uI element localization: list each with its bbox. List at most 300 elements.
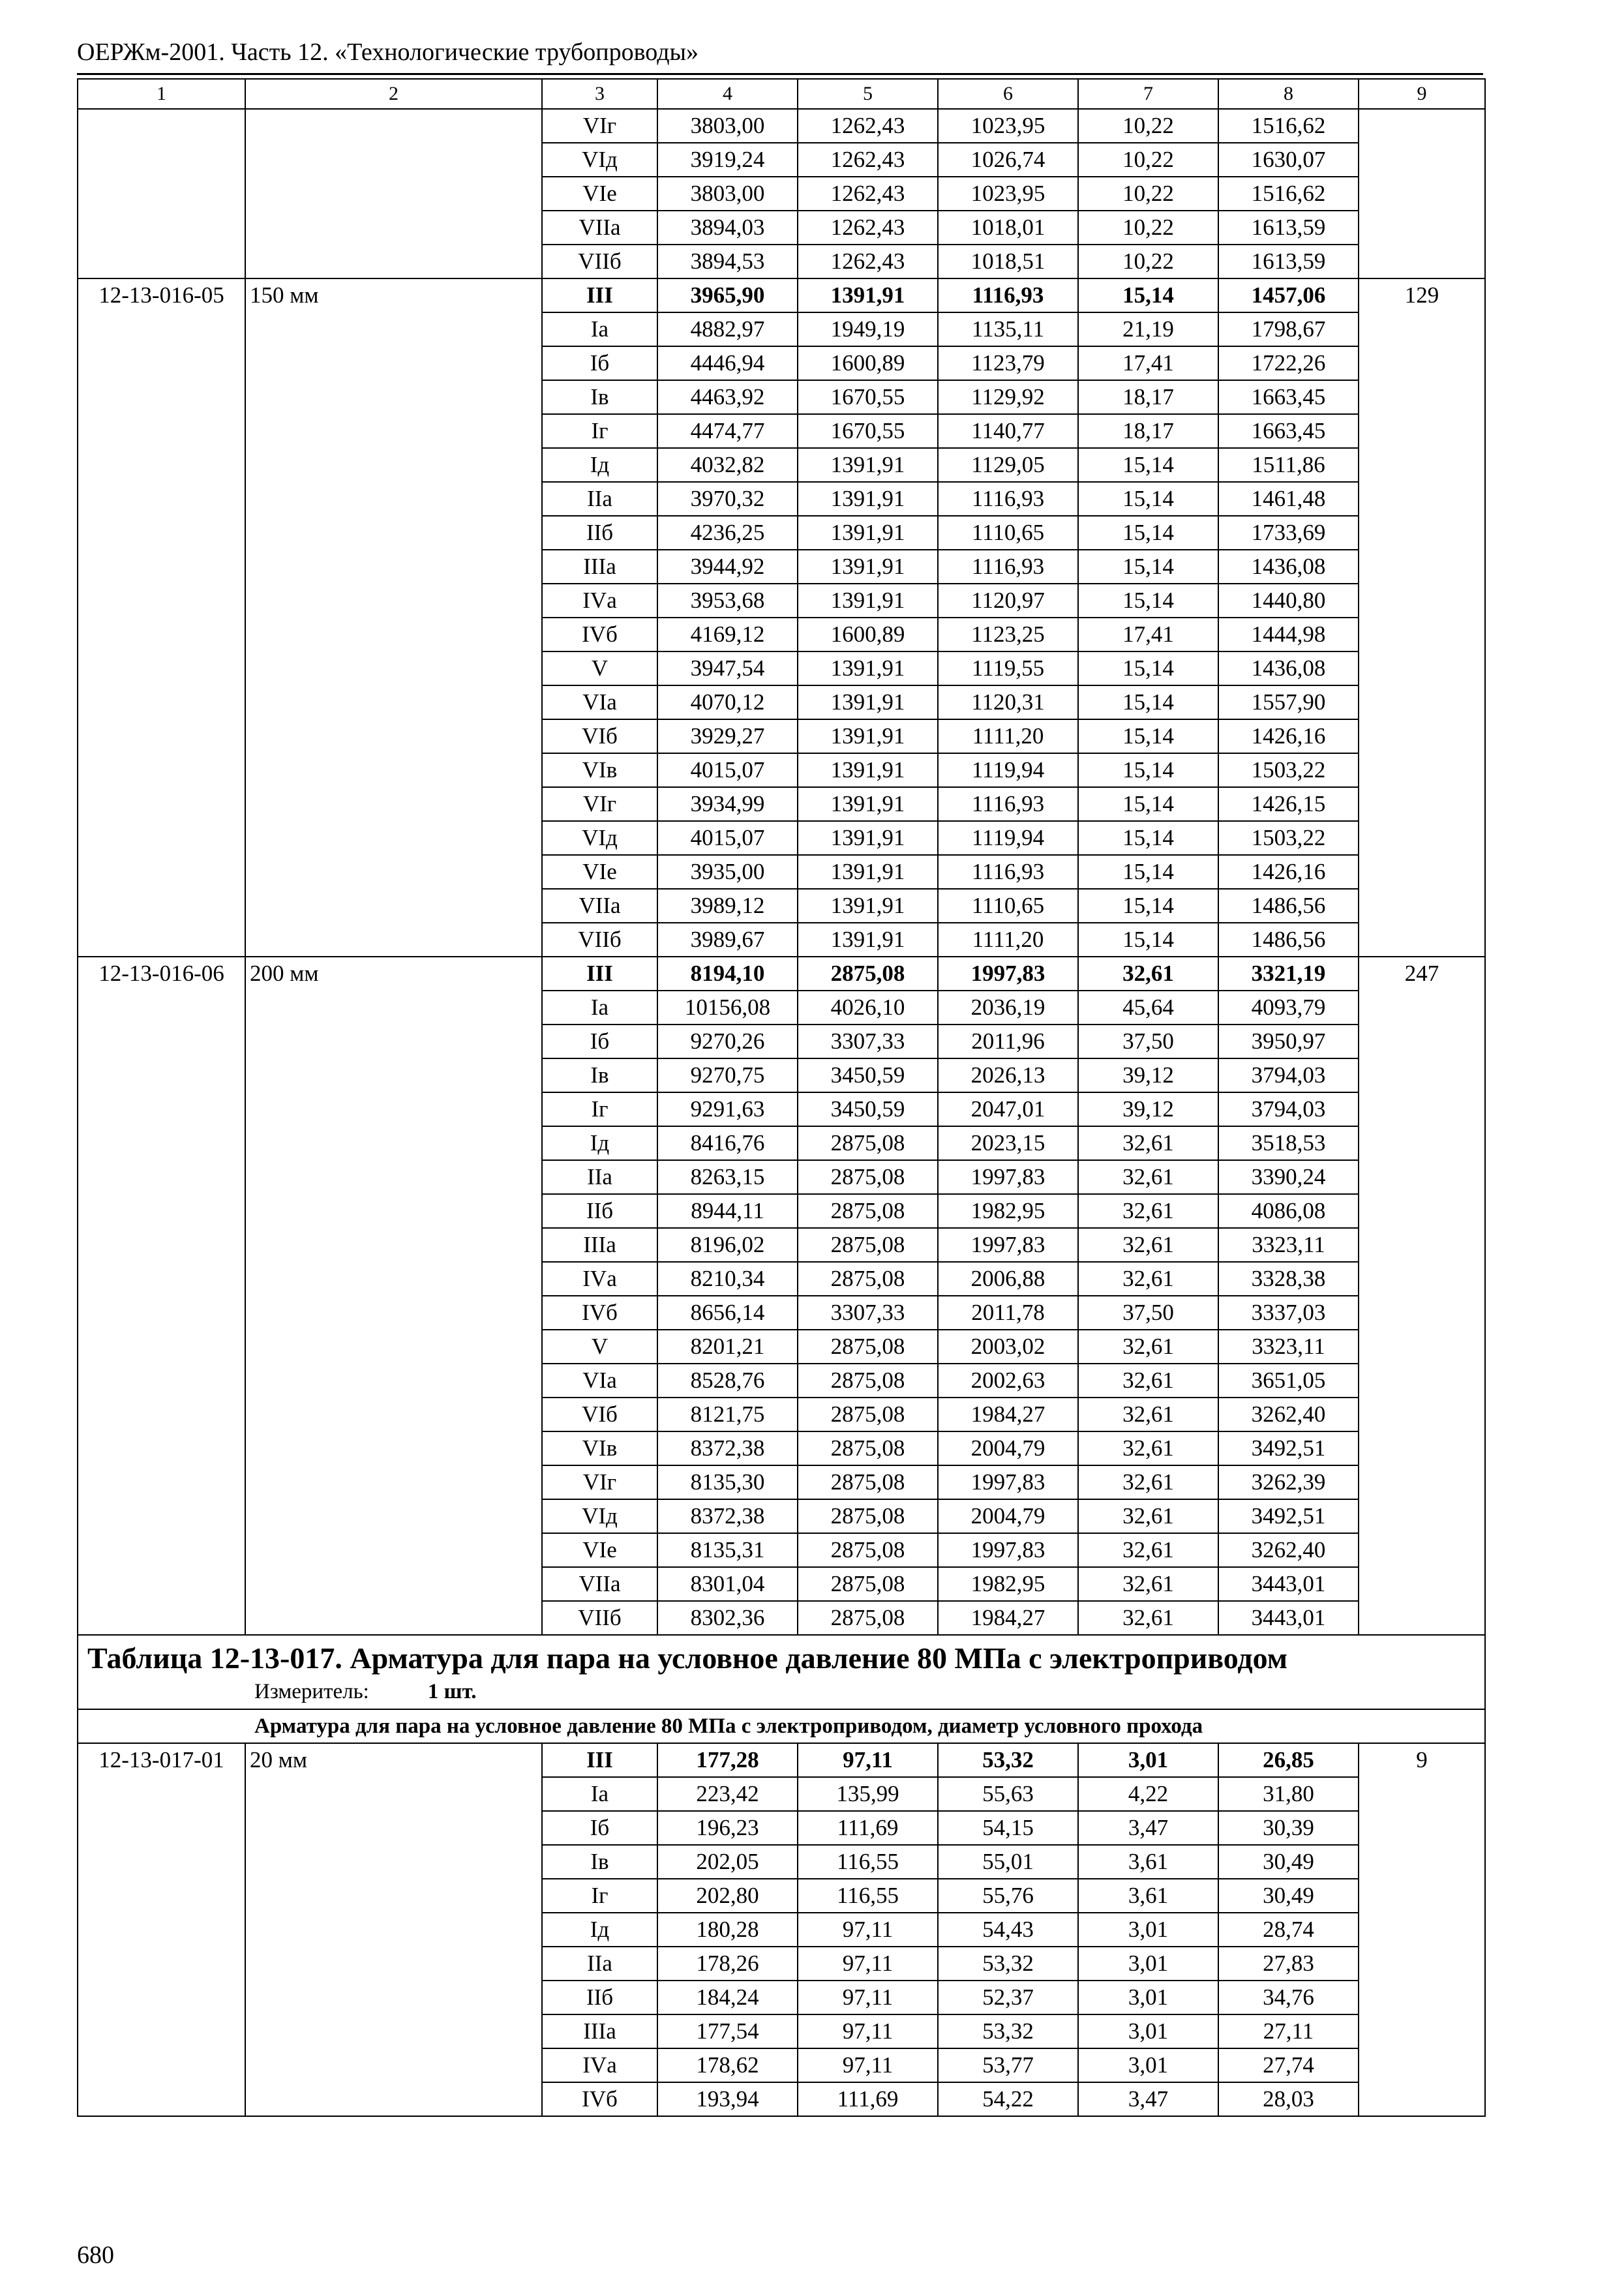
value-cell: 1997,83 (938, 1465, 1078, 1499)
value-cell: 3970,32 (657, 482, 798, 516)
value-cell: 1670,55 (798, 380, 938, 414)
value-cell: 27,74 (1218, 2048, 1359, 2082)
zone-code: VIе (542, 177, 657, 211)
value-cell: 1391,91 (798, 753, 938, 787)
value-cell: 1116,93 (938, 787, 1078, 821)
column-header: 7 (1078, 79, 1218, 109)
value-cell: 15,14 (1078, 482, 1218, 516)
zone-code: IIб (542, 1981, 657, 2014)
value-cell: 1613,59 (1218, 245, 1359, 278)
value-cell: 32,61 (1078, 1533, 1218, 1567)
value-cell: 3492,51 (1218, 1431, 1359, 1465)
value-cell: 8196,02 (657, 1228, 798, 1262)
value-cell: 2875,08 (798, 1567, 938, 1601)
value-cell: 8301,04 (657, 1567, 798, 1601)
zone-code: Iа (542, 1777, 657, 1811)
zone-code: VIе (542, 855, 657, 889)
value-cell: 3518,53 (1218, 1126, 1359, 1160)
value-cell: 28,74 (1218, 1913, 1359, 1947)
value-cell: 3803,00 (657, 109, 798, 143)
value-cell: 1262,43 (798, 143, 938, 177)
section-title: Арматура для пара на условное давление 80 МПа с электроприводом, диаметр условного прохода (78, 1709, 1485, 1743)
value-cell: 1440,80 (1218, 584, 1359, 618)
measure-value: 1 шт. (427, 1680, 477, 1703)
value-cell: 1670,55 (798, 414, 938, 448)
value-cell: 18,17 (1078, 380, 1218, 414)
value-cell: 2875,08 (798, 1601, 938, 1635)
value-cell: 4070,12 (657, 685, 798, 719)
value-cell: 1997,83 (938, 957, 1078, 991)
value-cell: 1391,91 (798, 482, 938, 516)
zone-code: V (542, 1330, 657, 1364)
value-cell: 45,64 (1078, 991, 1218, 1025)
rates-table (77, 78, 1486, 2117)
value-cell: 1119,55 (938, 651, 1078, 685)
zone-code: VIIб (542, 245, 657, 278)
zone-code: IVб (542, 618, 657, 651)
value-cell: 53,77 (938, 2048, 1078, 2082)
zone-code: VIIа (542, 889, 657, 923)
value-cell: 3965,90 (657, 278, 798, 312)
value-cell: 54,15 (938, 1811, 1078, 1845)
zone-code: VIе (542, 1533, 657, 1567)
zone-code: Iа (542, 991, 657, 1025)
value-cell: 3492,51 (1218, 1499, 1359, 1533)
zone-code: IIIа (542, 1228, 657, 1262)
value-cell: 1116,93 (938, 550, 1078, 584)
value-cell: 2002,63 (938, 1364, 1078, 1398)
value-cell: 1511,86 (1218, 448, 1359, 482)
value-cell: 32,61 (1078, 1262, 1218, 1296)
column-header: 8 (1218, 79, 1359, 109)
value-cell: 10,22 (1078, 177, 1218, 211)
zone-code: IIIа (542, 550, 657, 584)
value-cell: 1026,74 (938, 143, 1078, 177)
value-cell: 4169,12 (657, 618, 798, 651)
zone-code: Iв (542, 380, 657, 414)
value-cell: 1023,95 (938, 109, 1078, 143)
value-cell: 3443,01 (1218, 1567, 1359, 1601)
value-cell: 54,43 (938, 1913, 1078, 1947)
value-cell: 3944,92 (657, 550, 798, 584)
value-cell: 223,42 (657, 1777, 798, 1811)
value-cell: 3307,33 (798, 1296, 938, 1330)
value-cell: 3929,27 (657, 719, 798, 753)
value-cell: 8302,36 (657, 1601, 798, 1635)
value-cell: 4026,10 (798, 991, 938, 1025)
rate-code: 12-13-016-05 (78, 278, 245, 957)
value-cell: 2875,08 (798, 1431, 938, 1465)
value-cell: 1391,91 (798, 651, 938, 685)
value-cell: 1997,83 (938, 1160, 1078, 1194)
value-cell: 4236,25 (657, 516, 798, 550)
col9-value: 247 (1359, 957, 1485, 1635)
value-cell: 4463,92 (657, 380, 798, 414)
zone-code: IVа (542, 2048, 657, 2082)
value-cell: 1116,93 (938, 482, 1078, 516)
value-cell: 1391,91 (798, 855, 938, 889)
column-header: 1 (78, 79, 245, 109)
value-cell: 8944,11 (657, 1194, 798, 1228)
value-cell: 1503,22 (1218, 753, 1359, 787)
value-cell: 1722,26 (1218, 346, 1359, 380)
zone-code: VIд (542, 143, 657, 177)
value-cell: 39,12 (1078, 1092, 1218, 1126)
value-cell: 1461,48 (1218, 482, 1359, 516)
zone-code: VIд (542, 1499, 657, 1533)
zone-code: VIд (542, 821, 657, 855)
rate-code: 12-13-016-06 (78, 957, 245, 1635)
value-cell: 1140,77 (938, 414, 1078, 448)
value-cell: 1426,16 (1218, 855, 1359, 889)
value-cell: 97,11 (798, 2048, 938, 2082)
value-cell: 8135,30 (657, 1465, 798, 1499)
column-header: 9 (1359, 79, 1485, 109)
value-cell: 3651,05 (1218, 1364, 1359, 1398)
value-cell: 1116,93 (938, 278, 1078, 312)
value-cell: 1262,43 (798, 109, 938, 143)
zone-code: Iб (542, 1025, 657, 1058)
zone-code: IIа (542, 482, 657, 516)
value-cell: 3323,11 (1218, 1330, 1359, 1364)
value-cell: 1949,19 (798, 312, 938, 346)
rate-code: 12-13-017-01 (78, 1743, 245, 2116)
value-cell: 1982,95 (938, 1567, 1078, 1601)
value-cell: 3989,12 (657, 889, 798, 923)
value-cell: 3,01 (1078, 1947, 1218, 1981)
zone-code: IVа (542, 584, 657, 618)
zone-code: III (542, 957, 657, 991)
value-cell: 8372,38 (657, 1431, 798, 1465)
value-cell: 178,26 (657, 1947, 798, 1981)
value-cell: 2003,02 (938, 1330, 1078, 1364)
value-cell: 1600,89 (798, 618, 938, 651)
value-cell: 193,94 (657, 2082, 798, 2116)
value-cell: 1997,83 (938, 1533, 1078, 1567)
value-cell: 9270,26 (657, 1025, 798, 1058)
column-header: 4 (657, 79, 798, 109)
value-cell: 8210,34 (657, 1262, 798, 1296)
value-cell: 178,62 (657, 2048, 798, 2082)
value-cell: 15,14 (1078, 448, 1218, 482)
zone-code: VIг (542, 109, 657, 143)
value-cell: 1391,91 (798, 516, 938, 550)
zone-code: Iа (542, 312, 657, 346)
value-cell: 97,11 (798, 2014, 938, 2048)
value-cell: 55,63 (938, 1777, 1078, 1811)
value-cell: 10156,08 (657, 991, 798, 1025)
value-cell: 26,85 (1218, 1743, 1359, 1777)
value-cell: 111,69 (798, 1811, 938, 1845)
col9-value: 129 (1359, 278, 1485, 957)
value-cell: 1119,94 (938, 821, 1078, 855)
value-cell: 3794,03 (1218, 1058, 1359, 1092)
value-cell: 3328,38 (1218, 1262, 1359, 1296)
value-cell: 15,14 (1078, 753, 1218, 787)
value-cell: 1516,62 (1218, 109, 1359, 143)
measure-row (78, 1677, 1485, 1709)
value-cell: 1733,69 (1218, 516, 1359, 550)
value-cell: 116,55 (798, 1879, 938, 1913)
value-cell: 32,61 (1078, 1465, 1218, 1499)
value-cell: 2026,13 (938, 1058, 1078, 1092)
value-cell: 4086,08 (1218, 1194, 1359, 1228)
value-cell: 1110,65 (938, 516, 1078, 550)
zone-code: Iб (542, 346, 657, 380)
value-cell: 28,03 (1218, 2082, 1359, 2116)
value-cell: 53,32 (938, 1947, 1078, 1981)
value-cell: 202,80 (657, 1879, 798, 1913)
table-title: Таблица 12-13-017. Арматура для пара на условное давление 80 МПа с электроприводом (78, 1635, 1485, 1677)
col9-value: 9 (1359, 1743, 1485, 2116)
value-cell: 53,32 (938, 2014, 1078, 2048)
diameter: 20 мм (245, 1743, 542, 2116)
value-cell: 54,22 (938, 2082, 1078, 2116)
value-cell: 2011,96 (938, 1025, 1078, 1058)
column-header: 5 (798, 79, 938, 109)
value-cell: 1391,91 (798, 584, 938, 618)
zone-code: V (542, 651, 657, 685)
zone-code: III (542, 1743, 657, 1777)
value-cell: 3262,39 (1218, 1465, 1359, 1499)
value-cell: 15,14 (1078, 516, 1218, 550)
value-cell: 3935,00 (657, 855, 798, 889)
value-cell: 1391,91 (798, 923, 938, 957)
measure-cell (78, 1677, 1485, 1709)
value-cell: 15,14 (1078, 719, 1218, 753)
value-cell: 3321,19 (1218, 957, 1359, 991)
value-cell: 1391,91 (798, 448, 938, 482)
value-cell: 3934,99 (657, 787, 798, 821)
value-cell: 2875,08 (798, 1398, 938, 1431)
page-number: 680 (77, 2241, 114, 2269)
value-cell: 30,49 (1218, 1845, 1359, 1879)
value-cell: 3794,03 (1218, 1092, 1359, 1126)
table-row (78, 109, 1485, 143)
value-cell: 3,01 (1078, 1743, 1218, 1777)
value-cell: 2875,08 (798, 1499, 938, 1533)
value-cell: 1798,67 (1218, 312, 1359, 346)
zone-code: Iд (542, 448, 657, 482)
value-cell: 3,01 (1078, 2048, 1218, 2082)
value-cell: 1997,83 (938, 1228, 1078, 1262)
value-cell: 4015,07 (657, 821, 798, 855)
value-cell: 8194,10 (657, 957, 798, 991)
value-cell: 3,61 (1078, 1879, 1218, 1913)
value-cell: 196,23 (657, 1811, 798, 1845)
value-cell: 1630,07 (1218, 143, 1359, 177)
value-cell: 180,28 (657, 1913, 798, 1947)
column-header: 2 (245, 79, 542, 109)
measure-label: Измеритель: (254, 1680, 369, 1703)
value-cell: 32,61 (1078, 1499, 1218, 1533)
value-cell: 8135,31 (657, 1533, 798, 1567)
zone-code: Iб (542, 1811, 657, 1845)
value-cell: 3390,24 (1218, 1160, 1359, 1194)
value-cell: 32,61 (1078, 1398, 1218, 1431)
zone-code: VIIа (542, 211, 657, 245)
value-cell: 4446,94 (657, 346, 798, 380)
value-cell: 1663,45 (1218, 380, 1359, 414)
value-cell: 32,61 (1078, 1160, 1218, 1194)
zone-code: IIа (542, 1947, 657, 1981)
value-cell: 3337,03 (1218, 1296, 1359, 1330)
value-cell: 1391,91 (798, 550, 938, 584)
value-cell: 2875,08 (798, 1330, 938, 1364)
page-header: ОЕРЖм-2001. Часть 12. «Технологические трубопроводы» (77, 38, 699, 66)
value-cell: 1018,51 (938, 245, 1078, 278)
value-cell: 32,61 (1078, 1567, 1218, 1601)
value-cell: 21,19 (1078, 312, 1218, 346)
value-cell: 1123,25 (938, 618, 1078, 651)
value-cell: 17,41 (1078, 346, 1218, 380)
value-cell: 15,14 (1078, 923, 1218, 957)
table-row (78, 1743, 1485, 1777)
value-cell: 1123,79 (938, 346, 1078, 380)
value-cell: 1129,05 (938, 448, 1078, 482)
value-cell: 1426,16 (1218, 719, 1359, 753)
value-cell: 1486,56 (1218, 889, 1359, 923)
zone-code: IIб (542, 1194, 657, 1228)
value-cell: 97,11 (798, 1981, 938, 2014)
value-cell: 1391,91 (798, 787, 938, 821)
value-cell: 1984,27 (938, 1601, 1078, 1635)
value-cell: 1391,91 (798, 278, 938, 312)
diameter: 200 мм (245, 957, 542, 1635)
value-cell: 1119,94 (938, 753, 1078, 787)
value-cell: 2875,08 (798, 1262, 938, 1296)
value-cell: 3894,03 (657, 211, 798, 245)
value-cell: 1557,90 (1218, 685, 1359, 719)
zone-code: VIа (542, 685, 657, 719)
value-cell: 177,54 (657, 2014, 798, 2048)
value-cell: 2875,08 (798, 1228, 938, 1262)
table-row (78, 957, 1485, 991)
table-row (78, 278, 1485, 312)
value-cell: 15,14 (1078, 651, 1218, 685)
value-cell: 97,11 (798, 1743, 938, 1777)
zone-code: Iг (542, 1092, 657, 1126)
section-title-row (78, 1709, 1485, 1743)
value-cell: 2875,08 (798, 1465, 938, 1499)
value-cell: 1600,89 (798, 346, 938, 380)
value-cell: 3,61 (1078, 1845, 1218, 1879)
table-body-017 (78, 1743, 1485, 2116)
value-cell: 2875,08 (798, 1160, 938, 1194)
value-cell: 1613,59 (1218, 211, 1359, 245)
value-cell: 8263,15 (657, 1160, 798, 1194)
value-cell: 1391,91 (798, 719, 938, 753)
value-cell: 1120,97 (938, 584, 1078, 618)
value-cell: 9270,75 (657, 1058, 798, 1092)
value-cell: 1426,15 (1218, 787, 1359, 821)
value-cell: 1135,11 (938, 312, 1078, 346)
value-cell: 1486,56 (1218, 923, 1359, 957)
value-cell: 116,55 (798, 1845, 938, 1879)
value-cell: 30,49 (1218, 1879, 1359, 1913)
value-cell: 1262,43 (798, 177, 938, 211)
table-body-016 (78, 79, 1485, 1635)
value-cell: 1111,20 (938, 719, 1078, 753)
zone-code: Iв (542, 1845, 657, 1879)
value-cell: 37,50 (1078, 1296, 1218, 1330)
value-cell: 55,01 (938, 1845, 1078, 1879)
column-header: 6 (938, 79, 1078, 109)
zone-code: Iг (542, 1879, 657, 1913)
value-cell: 2004,79 (938, 1431, 1078, 1465)
value-cell: 15,14 (1078, 584, 1218, 618)
zone-code: Iв (542, 1058, 657, 1092)
value-cell: 8528,76 (657, 1364, 798, 1398)
zone-code: VIа (542, 1364, 657, 1398)
value-cell: 10,22 (1078, 245, 1218, 278)
zone-code: VIб (542, 1398, 657, 1431)
zone-code: IVб (542, 2082, 657, 2116)
value-cell: 3323,11 (1218, 1228, 1359, 1262)
value-cell: 3262,40 (1218, 1533, 1359, 1567)
value-cell: 30,39 (1218, 1811, 1359, 1845)
zone-code: IIа (542, 1160, 657, 1194)
value-cell: 1984,27 (938, 1398, 1078, 1431)
value-cell: 15,14 (1078, 889, 1218, 923)
value-cell: 2006,88 (938, 1262, 1078, 1296)
value-cell: 1516,62 (1218, 177, 1359, 211)
value-cell: 10,22 (1078, 211, 1218, 245)
value-cell: 1982,95 (938, 1194, 1078, 1228)
value-cell: 4882,97 (657, 312, 798, 346)
value-cell: 177,28 (657, 1743, 798, 1777)
value-cell: 32,61 (1078, 1431, 1218, 1465)
value-cell: 8201,21 (657, 1330, 798, 1364)
value-cell: 2011,78 (938, 1296, 1078, 1330)
value-cell: 3450,59 (798, 1092, 938, 1126)
value-cell: 3,47 (1078, 1811, 1218, 1845)
zone-code: VIIб (542, 923, 657, 957)
value-cell: 1444,98 (1218, 618, 1359, 651)
col9-value (1359, 109, 1485, 278)
value-cell: 2023,15 (938, 1126, 1078, 1160)
value-cell: 1436,08 (1218, 550, 1359, 584)
value-cell: 1391,91 (798, 685, 938, 719)
value-cell: 8416,76 (657, 1126, 798, 1160)
value-cell: 34,76 (1218, 1981, 1359, 2014)
value-cell: 15,14 (1078, 855, 1218, 889)
value-cell: 8121,75 (657, 1398, 798, 1431)
value-cell: 37,50 (1078, 1025, 1218, 1058)
value-cell: 1663,45 (1218, 414, 1359, 448)
value-cell: 32,61 (1078, 1330, 1218, 1364)
value-cell: 3894,53 (657, 245, 798, 278)
value-cell: 3947,54 (657, 651, 798, 685)
value-cell: 17,41 (1078, 618, 1218, 651)
diameter (245, 109, 542, 278)
zone-code: Iд (542, 1126, 657, 1160)
value-cell: 52,37 (938, 1981, 1078, 2014)
value-cell: 15,14 (1078, 821, 1218, 855)
zone-code: VIб (542, 719, 657, 753)
zone-code: IIIа (542, 2014, 657, 2048)
rate-code (78, 109, 245, 278)
value-cell: 97,11 (798, 1947, 938, 1981)
value-cell: 184,24 (657, 1981, 798, 2014)
value-cell: 3450,59 (798, 1058, 938, 1092)
value-cell: 27,83 (1218, 1947, 1359, 1981)
value-cell: 53,32 (938, 1743, 1078, 1777)
value-cell: 3262,40 (1218, 1398, 1359, 1431)
value-cell: 18,17 (1078, 414, 1218, 448)
value-cell: 2004,79 (938, 1499, 1078, 1533)
value-cell: 4093,79 (1218, 991, 1359, 1025)
